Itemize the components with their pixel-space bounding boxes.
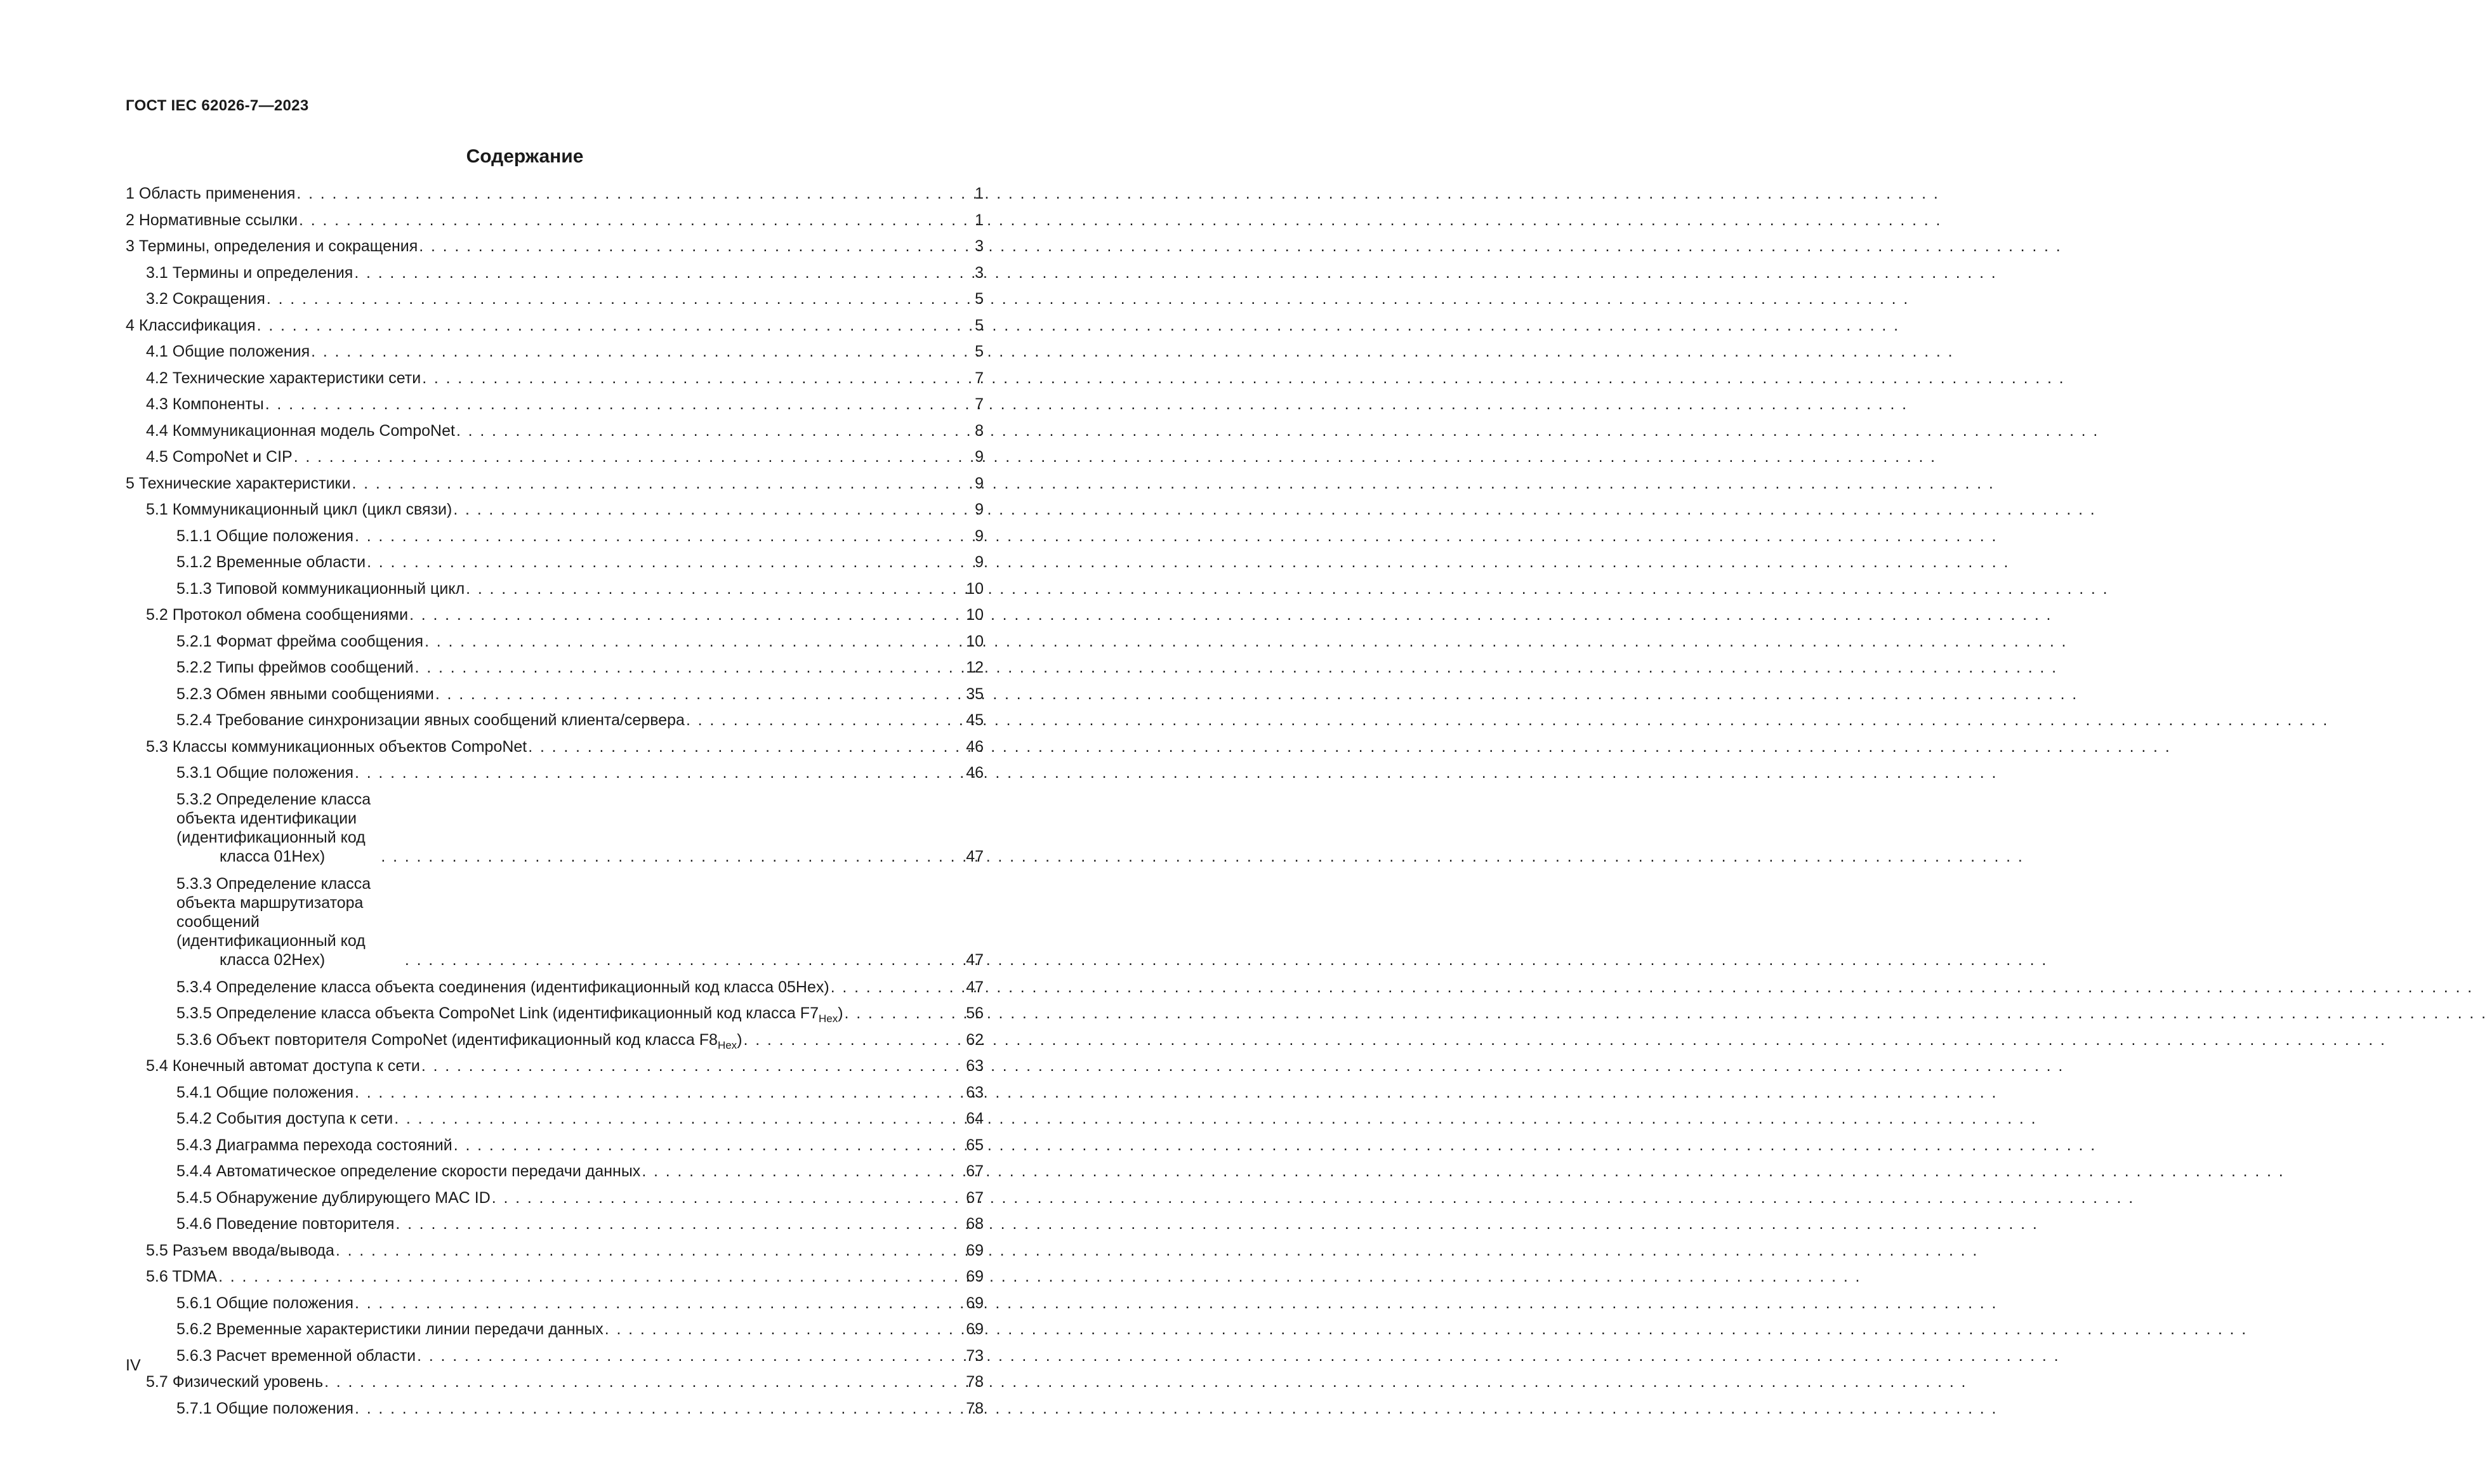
toc-entry-label: [146, 1372, 323, 1391]
toc-entry[interactable]: [126, 790, 984, 866]
toc-entry-label: [176, 790, 379, 866]
toc-entry-page: 35: [966, 685, 984, 703]
dot-leader: [355, 527, 973, 546]
toc-entry[interactable]: [126, 1294, 984, 1313]
toc-entry-label: [126, 237, 418, 256]
toc-entry-continuation: класса 02Hex): [220, 950, 326, 969]
toc-entry[interactable]: [126, 1267, 984, 1286]
toc-entry[interactable]: [126, 1188, 984, 1207]
toc-entry[interactable]: [126, 1162, 984, 1181]
toc-entry-page: 12: [966, 659, 984, 676]
dot-leader: [831, 978, 965, 997]
dot-leader: [409, 605, 965, 624]
toc-entry[interactable]: [126, 711, 984, 730]
toc-entry[interactable]: [126, 632, 984, 651]
toc-entry-text: 3.1 Термины и определения: [146, 263, 353, 282]
toc-entry-page: 67: [966, 1188, 984, 1207]
toc-entry-label: [176, 1320, 604, 1339]
toc-entry-page: 67: [966, 1162, 984, 1180]
toc-entry-label: [176, 874, 404, 969]
toc-entry-text: 5.4.2 События доступа к сети: [176, 1110, 393, 1127]
toc-entry-label: [176, 579, 465, 598]
toc-entry-text: 5.1 Коммуникационный цикл (цикл связи): [146, 501, 452, 518]
dot-leader: [528, 737, 965, 756]
toc-entry[interactable]: [126, 1030, 984, 1049]
toc-entry-label: [126, 316, 256, 335]
toc-entry-label: [146, 421, 455, 440]
toc-entry-text: 5.3.6 Объект повторителя CompoNet (идентификационный код класса F8: [176, 1030, 718, 1049]
dot-leader: [257, 316, 973, 335]
toc-entry-page: 9: [975, 553, 984, 571]
toc-entry-page: 8: [975, 421, 984, 440]
toc-entry-label: [176, 658, 414, 677]
toc-entry-page: 46: [966, 764, 984, 782]
toc-entry-page: 5: [975, 316, 984, 334]
document-code: ГОСТ IEC 62026-7—2023: [126, 97, 309, 114]
toc-entry-label: [176, 1399, 353, 1418]
toc-entry[interactable]: [126, 579, 984, 598]
toc-entry[interactable]: [126, 763, 984, 782]
dot-leader: [405, 950, 965, 969]
toc-entry-page: 56: [966, 1004, 984, 1022]
toc-entry-text: 5.6.3 Расчет временной области: [176, 1346, 416, 1365]
dot-leader: [686, 711, 965, 730]
toc-entry-text: 5.5 Разъем ввода/вывода: [146, 1241, 334, 1259]
toc-entry[interactable]: [126, 527, 984, 546]
toc-entry-page: 7: [975, 395, 984, 413]
toc-entry[interactable]: [126, 874, 984, 969]
dot-leader: [744, 1030, 965, 1049]
dot-leader: [422, 369, 973, 388]
dot-leader: [294, 447, 973, 466]
dot-leader: [355, 1399, 965, 1418]
page-number: IV: [126, 1356, 141, 1374]
toc-entry-label: [176, 763, 353, 782]
toc-entry-continuation: класса 01Hex): [220, 847, 326, 865]
toc-entry-label: [176, 978, 829, 997]
toc-entry-page: 69: [966, 1294, 984, 1312]
toc-entry[interactable]: [126, 1320, 984, 1339]
toc-entry[interactable]: [126, 605, 984, 624]
toc-entry-label: [146, 500, 452, 519]
dot-leader: [265, 395, 973, 414]
toc-entry-label: [176, 1346, 416, 1365]
toc-entry-text: 5.6 TDMA: [146, 1268, 218, 1285]
toc-entry-label: [146, 1241, 334, 1260]
toc-title: Содержание: [466, 146, 584, 167]
toc-entry-page: 63: [966, 1057, 984, 1075]
dot-leader: [453, 500, 973, 519]
toc-entry-text: 5.4.3 Диаграмма перехода состояний: [176, 1136, 452, 1154]
toc-entry-text: 5 Технические характеристики: [126, 474, 351, 492]
toc-entry-label: [146, 447, 293, 466]
toc-entry-page: 47: [966, 950, 984, 969]
toc-entry-text: 5.3.2 Определение класса объекта идентификации (идентификационный код: [176, 790, 371, 846]
toc-entry-page: 69: [966, 1268, 984, 1285]
toc-entry-text: 5.2.3 Обмен явными сообщениями: [176, 685, 434, 703]
toc-entry[interactable]: [126, 1004, 984, 1023]
toc-entry-text: 1 Область применения: [126, 185, 296, 202]
toc-entry-page: 10: [966, 632, 984, 650]
toc-entry-text: 5.2.2 Типы фреймов сообщений: [176, 659, 414, 676]
toc-entry-page: 78: [966, 1399, 984, 1417]
toc-entry-label: [176, 1030, 742, 1049]
toc-entry-text: 4.4 Коммуникационная модель CompoNet: [146, 421, 455, 440]
toc-entry-text: 2 Нормативные ссылки: [126, 211, 298, 229]
dot-leader: [394, 1109, 965, 1128]
toc-entry-text: 4.1 Общие положения: [146, 343, 310, 360]
toc-entry-page: 9: [975, 474, 984, 492]
toc-entry-page: 1: [975, 185, 984, 202]
toc-entry[interactable]: [126, 1241, 984, 1260]
dot-leader: [415, 658, 965, 677]
toc-entry[interactable]: [126, 658, 984, 677]
dot-leader: [845, 1004, 965, 1023]
toc-entry-text: 5.4.4 Автоматическое определение скорости передачи данных: [176, 1162, 641, 1180]
toc-entry-text: 5.2.4 Требование синхронизации явных сообщений клиента/сервера: [176, 711, 685, 729]
toc-entry[interactable]: [126, 289, 984, 308]
toc-entry-page: 3: [975, 237, 984, 255]
toc-entry-text: 5.4.6 Поведение повторителя: [176, 1215, 395, 1233]
dot-leader: [324, 1372, 965, 1391]
dot-leader: [267, 289, 973, 308]
toc-entry-label: [176, 711, 685, 730]
dot-leader: [381, 847, 965, 866]
dot-leader: [354, 263, 973, 282]
toc-entry-label: [176, 632, 423, 651]
toc-entry-subscript: Hex: [818, 1013, 838, 1025]
toc-entry-label: [176, 1162, 640, 1181]
dot-leader: [355, 763, 965, 782]
toc-entry[interactable]: [126, 500, 984, 519]
toc-entry-text: 5.3 Классы коммуникационных объектов CompoNet: [146, 737, 527, 756]
toc-entry[interactable]: [126, 1083, 984, 1102]
dot-leader: [425, 632, 965, 651]
toc-entry[interactable]: [126, 1109, 984, 1128]
dot-leader: [492, 1188, 965, 1207]
toc-entry-page: 69: [966, 1320, 984, 1338]
toc-entry-text: 5.6.1 Общие положения: [176, 1294, 354, 1312]
toc-entry-page: 9: [975, 527, 984, 545]
toc-entry-label: [146, 1056, 420, 1075]
toc-entry-text: 4.3 Компоненты: [146, 395, 264, 413]
toc-entry-page: 78: [966, 1373, 984, 1391]
toc-entry-page: 45: [966, 711, 984, 729]
toc-entry-text: 3.2 Сокращения: [146, 290, 265, 308]
toc-entry[interactable]: [126, 737, 984, 756]
dot-leader: [421, 1056, 965, 1075]
toc-entry-page: 3: [975, 263, 984, 282]
toc-entry[interactable]: [126, 447, 984, 466]
toc-entry-text: 5.3.4 Определение класса объекта соединения (идентификационный код класса 05Hex): [176, 978, 829, 996]
toc-entry-text: 5.1.3 Типовой коммуникационный цикл: [176, 579, 465, 598]
toc-entry-page: 9: [975, 448, 984, 466]
toc-entry-text: 5.1.1 Общие положения: [176, 527, 354, 545]
toc-entry-page: 62: [966, 1030, 984, 1049]
toc-entry-text: 5.2 Протокол обмена сообщениями: [146, 606, 409, 624]
dot-leader: [466, 579, 965, 598]
dot-leader: [456, 421, 973, 440]
toc-entry-label: [146, 737, 527, 756]
toc-entry[interactable]: [126, 474, 984, 493]
dot-leader: [311, 342, 973, 361]
dot-leader: [355, 1083, 965, 1102]
toc-entry-page: 47: [966, 978, 984, 996]
toc-entry-label: [126, 211, 298, 230]
toc-entry[interactable]: [126, 316, 984, 335]
toc-entry-text: 5.4.1 Общие положения: [176, 1083, 354, 1101]
toc-entry[interactable]: [126, 1346, 984, 1365]
toc-entry-text: 5.2.1 Формат фрейма сообщения: [176, 632, 424, 650]
toc-entry-text: 4.5 CompoNet и CIP: [146, 448, 293, 466]
toc-entry-label: [146, 289, 265, 308]
dot-leader: [355, 1294, 965, 1313]
toc-entry[interactable]: [126, 1214, 984, 1233]
toc-entry-page: 47: [966, 847, 984, 865]
toc-entry[interactable]: [126, 1056, 984, 1075]
toc-entry-page: 46: [966, 737, 984, 756]
toc-entry-label: [176, 1214, 394, 1233]
dot-leader: [605, 1320, 965, 1339]
toc-entry-page: 1: [975, 211, 984, 229]
toc-entry-label: [126, 474, 350, 493]
toc-entry[interactable]: [126, 395, 984, 414]
toc-entry[interactable]: [126, 211, 984, 230]
toc-entry-page: 10: [966, 606, 984, 624]
toc-entry-suffix: ): [838, 1004, 843, 1022]
toc-entry-page: 69: [966, 1241, 984, 1259]
toc-entry-text: 5.7 Физический уровень: [146, 1373, 324, 1391]
toc-entry[interactable]: [126, 369, 984, 388]
table-of-contents: [126, 184, 984, 1425]
toc-entry-page: 7: [975, 369, 984, 387]
dot-leader: [419, 237, 973, 256]
dot-leader: [395, 1214, 965, 1233]
toc-entry[interactable]: [126, 421, 984, 440]
toc-entry-page: 5: [975, 343, 984, 360]
toc-entry-text: 5.4.5 Обнаружение дублирующего MAC ID: [176, 1188, 491, 1207]
toc-entry-label: [176, 1004, 843, 1023]
toc-entry-page: 65: [966, 1136, 984, 1154]
toc-entry-subscript: Hex: [717, 1039, 737, 1051]
toc-entry[interactable]: [126, 342, 984, 361]
toc-entry[interactable]: [126, 237, 984, 256]
toc-entry-page: 10: [966, 579, 984, 598]
toc-entry-label: [146, 263, 353, 282]
toc-entry[interactable]: [126, 978, 984, 997]
toc-entry-page: 63: [966, 1083, 984, 1101]
dot-leader: [218, 1267, 965, 1286]
toc-entry-suffix: ): [737, 1030, 742, 1049]
dot-leader: [417, 1346, 965, 1365]
toc-entry-text: 5.7.1 Общие положения: [176, 1399, 354, 1417]
toc-entry-text: 5.4 Конечный автомат доступа к сети: [146, 1057, 420, 1075]
dot-leader: [367, 553, 973, 572]
toc-entry[interactable]: [126, 1372, 984, 1391]
dot-leader: [454, 1136, 965, 1155]
toc-entry-page: 5: [975, 290, 984, 308]
toc-entry-label: [146, 605, 408, 624]
toc-entry[interactable]: [126, 184, 984, 203]
toc-entry-label: [176, 553, 366, 572]
toc-entry-label: [176, 1136, 452, 1155]
toc-entry-label: [176, 1083, 353, 1102]
toc-entry-page: 64: [966, 1110, 984, 1127]
toc-entry-text: 5.3.1 Общие положения: [176, 764, 354, 782]
toc-entry[interactable]: [126, 1399, 984, 1418]
toc-entry[interactable]: [126, 553, 984, 572]
toc-entry-label: [176, 1109, 393, 1128]
toc-entry-label: [146, 395, 264, 414]
toc-entry-label: [176, 527, 353, 546]
toc-entry-label: [146, 342, 310, 361]
dot-leader: [642, 1162, 965, 1181]
toc-entry-page: 9: [975, 501, 984, 518]
toc-entry-label: [146, 369, 421, 388]
toc-entry-text: 5.1.2 Временные области: [176, 553, 366, 571]
dot-leader: [435, 685, 965, 704]
toc-entry-page: 68: [966, 1215, 984, 1233]
toc-entry-text: 5.3.3 Определение класса объекта маршрутизатора сообщений (идентификационный код: [176, 874, 371, 950]
toc-entry-label: [176, 1188, 491, 1207]
toc-entry-text: 3 Термины, определения и сокращения: [126, 237, 418, 255]
toc-entry-label: [176, 1294, 353, 1313]
dot-leader: [299, 211, 973, 230]
dot-leader: [296, 184, 973, 203]
toc-entry[interactable]: [126, 263, 984, 282]
toc-entry-label: [146, 1267, 217, 1286]
dot-leader: [336, 1241, 965, 1260]
toc-entry-text: 5.6.2 Временные характеристики линии передачи данных: [176, 1320, 604, 1338]
toc-entry-page: 73: [966, 1346, 984, 1365]
dot-leader: [352, 474, 973, 493]
toc-entry-label: [126, 184, 295, 203]
toc-entry-text: 5.3.5 Определение класса объекта CompoNet Link (идентификационный код класса F7: [176, 1004, 819, 1022]
toc-entry-text: 4.2 Технические характеристики сети: [146, 369, 421, 387]
toc-entry-label: [176, 685, 434, 704]
toc-entry-text: 4 Классификация: [126, 316, 256, 334]
toc-entry[interactable]: [126, 685, 984, 704]
toc-entry[interactable]: [126, 1136, 984, 1155]
